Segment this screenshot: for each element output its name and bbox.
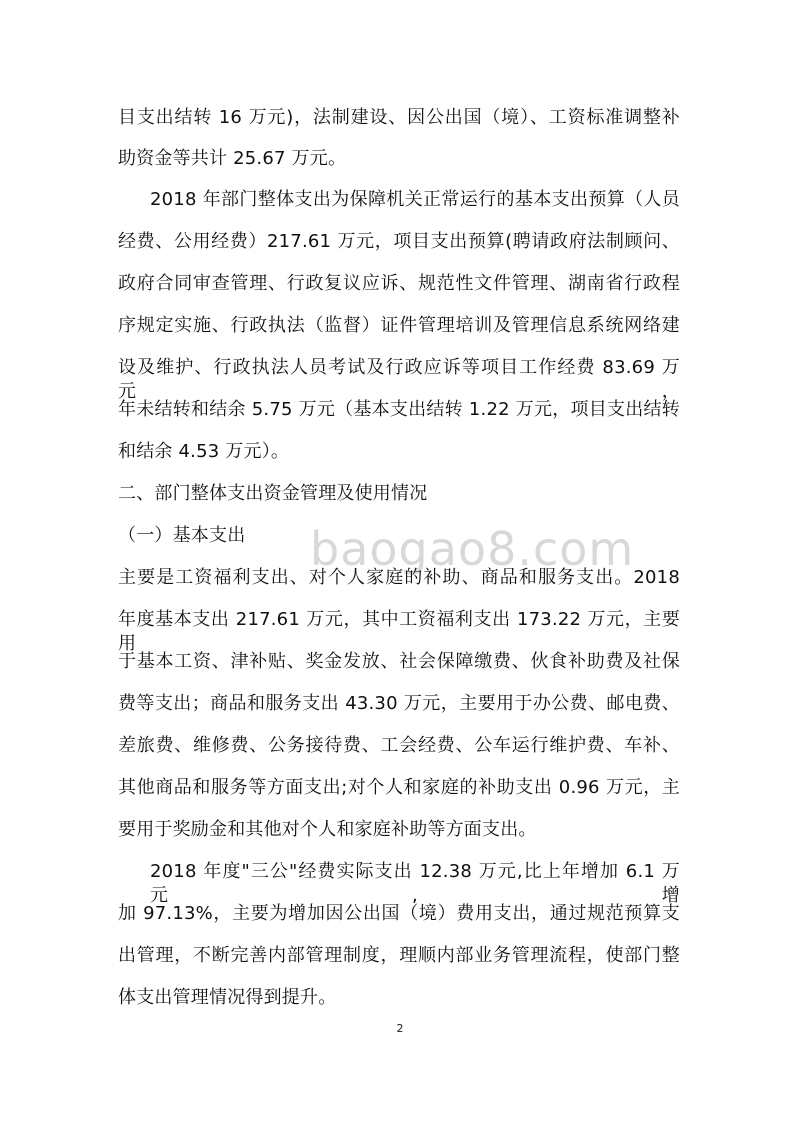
text-line: 要用于奖励金和其他对个人和家庭补助等方面支出。	[118, 819, 537, 840]
text-line: 年未结转和结余 5.75 万元（基本支出结转 1.22 万元，项目支出结转	[118, 399, 680, 420]
text-line: 体支出管理情况得到提升。	[118, 987, 337, 1008]
text-line: 年度基本支出 217.61 万元，其中工资福利支出 173.22 万元，主要用	[118, 609, 680, 654]
paragraph-start-line: 2018 年度"三公"经费实际支出 12.38 万元,比上年增加 6.1 万元,增	[150, 861, 680, 906]
text-line: 费等支出；商品和服务支出 43.30 万元，主要用于办公费、邮电费、	[118, 693, 680, 714]
text-line: 助资金等共计 25.67 万元。	[118, 148, 347, 169]
text-line: 经费、公用经费）217.61 万元，项目支出预算(聘请政府法制顾问、	[118, 231, 680, 252]
watermark: baogao8.com	[310, 522, 635, 576]
text-line: 设及维护、行政执法人员考试及行政应诉等项目工作经费 83.69 万元，	[118, 357, 680, 402]
text-line: 和结余 4.53 万元）。	[118, 441, 290, 462]
page-number: 2	[396, 1022, 404, 1035]
text-line: 主要是工资福利支出、对个人家庭的补助、商品和服务支出。2018	[118, 567, 680, 588]
text-line: 目支出结转 16 万元)，法制建设、因公出国（境）、工资标准调整补	[118, 107, 680, 128]
text-line: 差旅费、维修费、公务接待费、工会经费、公车运行维护费、车补、	[118, 735, 680, 756]
text-line: 其他商品和服务等方面支出;对个人和家庭的补助支出 0.96 万元，主	[118, 777, 680, 798]
subsection-heading: （一）基本支出	[118, 525, 246, 546]
text-line: 于基本工资、津补贴、奖金发放、社会保障缴费、伙食补助费及社保	[118, 651, 680, 672]
text-line: 出管理，不断完善内部管理制度，理顺内部业务管理流程，使部门整	[118, 945, 680, 966]
paragraph-start-line: 2018 年部门整体支出为保障机关正常运行的基本支出预算（人员	[150, 189, 680, 210]
text-line: 序规定实施、行政执法（监督）证件管理培训及管理信息系统网络建	[118, 315, 680, 336]
text-line: 政府合同审查管理、行政复议应诉、规范性文件管理、湖南省行政程	[118, 273, 680, 294]
section-heading: 二、部门整体支出资金管理及使用情况	[118, 483, 428, 504]
text-line: 加 97.13%，主要为增加因公出国（境）费用支出，通过规范预算支	[118, 903, 680, 924]
